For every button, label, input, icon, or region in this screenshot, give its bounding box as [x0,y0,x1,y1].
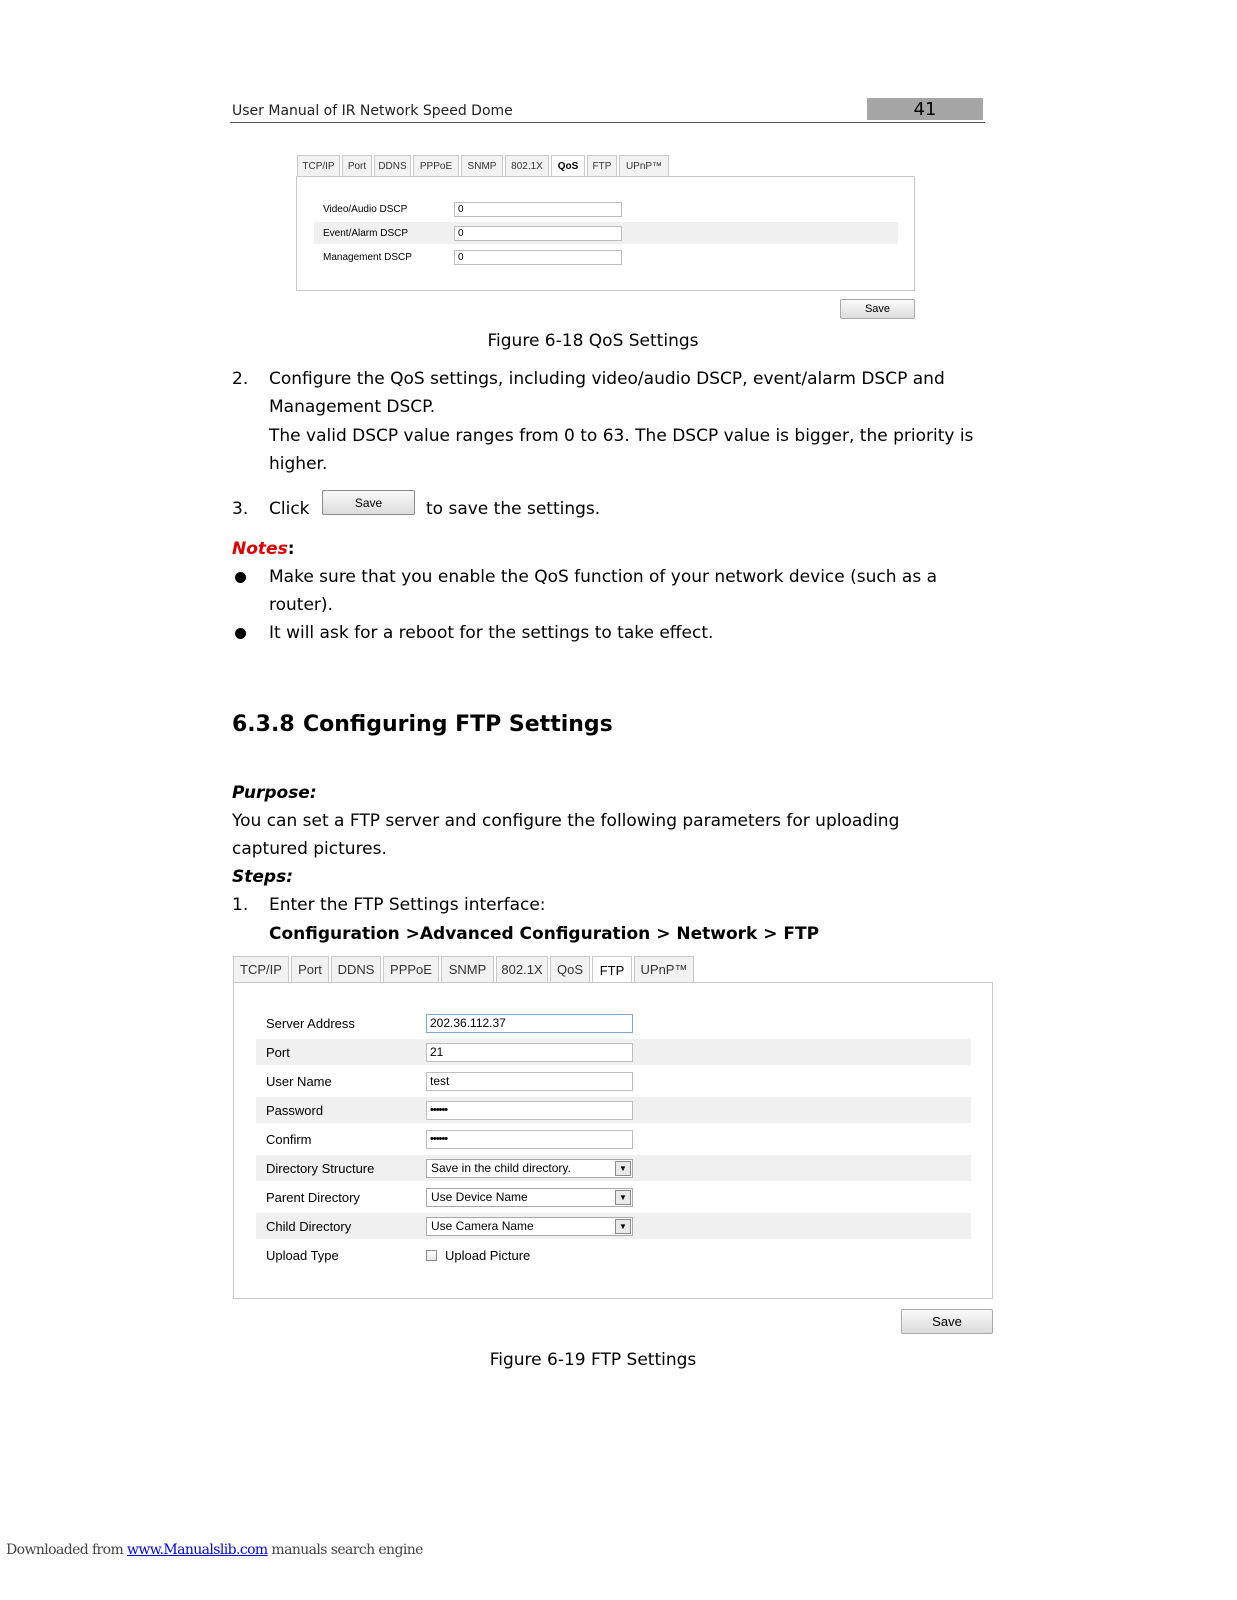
ftp-row-parent-directory [256,1184,971,1210]
step-2-line-2: Management DSCP. [269,397,436,417]
server-address-input[interactable]: 202.36.112.37 [426,1014,633,1033]
confirm-password-input[interactable]: •••••• [426,1130,633,1149]
tab-upnp[interactable]: UPnP™ [619,155,669,176]
purpose-label: Purpose: [232,783,317,803]
step-1-text: Enter the FTP Settings interface: [269,895,546,915]
ftp-row-server-address [256,1010,971,1036]
bullet-icon [235,628,246,639]
upload-type-label: Upload Type [266,1247,339,1263]
step-2-line-1: Configure the QoS settings, including video/audio DSCP, event/alarm DSCP and [269,369,945,389]
note-1-line-2: router). [269,595,333,615]
chevron-down-icon[interactable]: ▼ [615,1161,631,1176]
figure-19-caption: Figure 6-19 FTP Settings [489,1350,697,1370]
management-dscp-label: Management DSCP [323,251,412,263]
step-3-number: 3. [232,499,249,519]
parent-directory-label: Parent Directory [266,1189,360,1205]
tab-ftp[interactable]: FTP [592,956,632,983]
tab-tcpip[interactable]: TCP/IP [297,155,340,176]
server-address-label: Server Address [266,1015,355,1031]
parent-directory-value: Use Device Name [431,1190,528,1204]
qos-tab-bar [297,155,671,176]
management-dscp-input[interactable]: 0 [454,250,622,265]
upload-picture-checkbox[interactable] [426,1250,437,1261]
tab-snmp[interactable]: SNMP [441,956,494,982]
ftp-tab-bar [233,956,696,982]
user-name-label: User Name [266,1073,332,1089]
footer-prefix: Downloaded from [6,1542,127,1558]
tab-port[interactable]: Port [342,155,372,176]
tab-port[interactable]: Port [291,956,329,982]
directory-structure-value: Save in the child directory. [431,1161,571,1175]
qos-panel [296,176,915,291]
section-number: 6.3.8 [232,712,295,737]
qos-row-management [314,246,898,268]
tab-8021x[interactable]: 802.1X [505,155,549,176]
step-2-number: 2. [232,369,249,389]
section-title: Configuring FTP Settings [303,712,613,737]
step-3-click: Click [269,499,310,519]
manualslib-link[interactable]: www.Manualslib.com [127,1542,268,1558]
child-directory-label: Child Directory [266,1218,352,1234]
password-label: Password [266,1102,324,1118]
video-audio-dscp-label: Video/Audio DSCP [323,203,408,215]
notes-title [232,535,295,563]
parent-directory-select[interactable] [426,1188,633,1207]
chevron-down-icon[interactable]: ▼ [615,1190,631,1205]
event-alarm-dscp-input[interactable]: 0 [454,226,622,241]
ftp-row-user-name [256,1068,971,1094]
figure-18-caption: Figure 6-18 QoS Settings [487,331,699,351]
bullet-icon [235,572,246,583]
child-directory-value: Use Camera Name [431,1219,534,1233]
tab-pppoe[interactable]: PPPoE [383,956,439,982]
step-1-menu-path: Configuration >Advanced Configuration > Network > FTP [269,924,820,944]
ftp-row-directory-structure [256,1155,971,1181]
page-number: 41 [913,99,937,120]
step-2-line-3: The valid DSCP value ranges from 0 to 63. The DSCP value is bigger, the priority is [269,426,974,446]
footer-suffix: manuals search engine [267,1542,423,1558]
ftp-screenshot [233,955,994,1335]
document-header-title: User Manual of IR Network Speed Dome [232,103,513,119]
ftp-row-confirm [256,1126,971,1152]
tab-ddns[interactable]: DDNS [374,155,411,176]
chevron-down-icon[interactable]: ▼ [615,1219,631,1234]
download-footer [6,1542,423,1558]
event-alarm-dscp-label: Event/Alarm DSCP [323,227,409,239]
confirm-label: Confirm [266,1131,312,1147]
upload-picture-label[interactable]: Upload Picture [445,1247,531,1263]
qos-save-button[interactable]: Save [840,299,915,319]
step-3-rest: to save the settings. [426,499,601,519]
child-directory-select[interactable] [426,1217,633,1236]
header-rule [230,122,985,123]
port-input[interactable]: 21 [426,1043,633,1062]
directory-structure-select[interactable] [426,1159,633,1178]
notes-colon: : [287,539,295,559]
tab-qos[interactable]: QoS [550,956,590,982]
ftp-row-port [256,1039,971,1065]
ftp-panel [233,982,993,1299]
qos-row-event-alarm [314,222,898,244]
tab-qos[interactable]: QoS [551,155,585,177]
ftp-row-password [256,1097,971,1123]
tab-upnp[interactable]: UPnP™ [634,956,694,982]
tab-ddns[interactable]: DDNS [331,956,381,982]
tab-ftp[interactable]: FTP [587,155,617,176]
purpose-line-1: You can set a FTP server and configure the following parameters for uploading [232,811,900,831]
inline-save-button[interactable]: Save [322,490,415,515]
steps-label: Steps: [232,867,293,887]
port-label: Port [266,1044,290,1060]
tab-tcpip[interactable]: TCP/IP [233,956,289,982]
ftp-save-button[interactable]: Save [901,1309,993,1334]
step-2-line-4: higher. [269,454,328,474]
purpose-line-2: captured pictures. [232,839,387,859]
tab-8021x[interactable]: 802.1X [496,956,548,982]
tab-snmp[interactable]: SNMP [461,155,503,176]
step-1-number: 1. [232,895,249,915]
ftp-row-child-directory [256,1213,971,1239]
qos-screenshot [296,154,916,320]
video-audio-dscp-input[interactable]: 0 [454,202,622,217]
note-1-line-1: Make sure that you enable the QoS function of your network device (such as a [269,567,938,587]
directory-structure-label: Directory Structure [266,1160,375,1176]
tab-pppoe[interactable]: PPPoE [413,155,459,176]
password-input[interactable]: •••••• [426,1101,633,1120]
ftp-row-upload-type [256,1242,971,1268]
notes-label: Notes [232,539,288,559]
user-name-input[interactable]: test [426,1072,633,1091]
qos-row-video-audio [314,198,898,220]
note-2-line-1: It will ask for a reboot for the settings to take effect. [269,623,714,643]
